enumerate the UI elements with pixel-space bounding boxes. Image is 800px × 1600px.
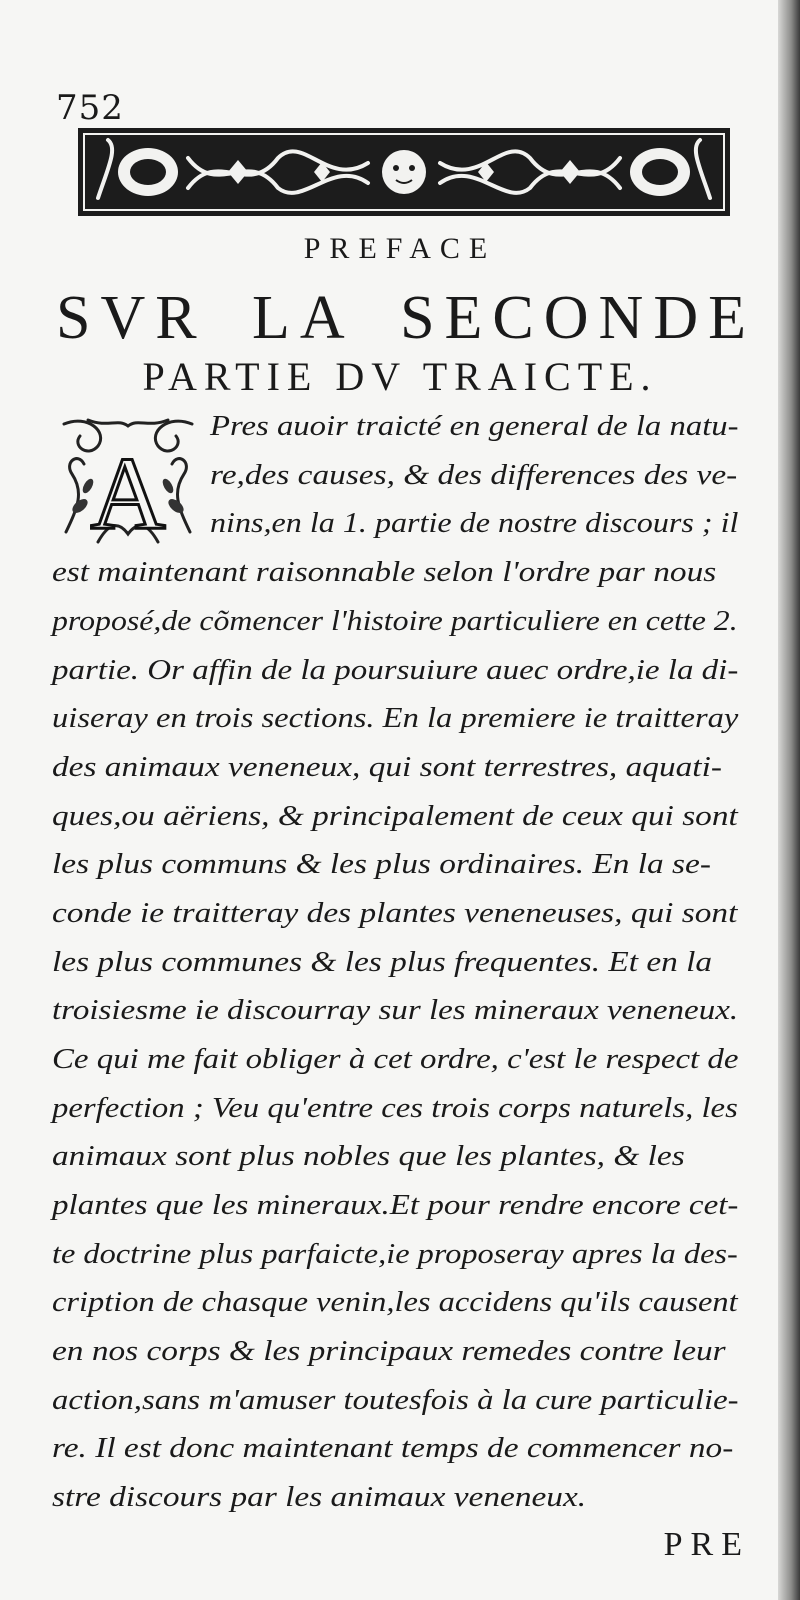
heading-word-1: SVR — [56, 284, 207, 352]
text-line-17: plantes que les mineraux.Et pour rendre encore cet- — [52, 1189, 739, 1221]
text-line-2: re,des causes, & des differences des ve- — [210, 459, 738, 491]
text-line-3: nins,en la 1. partie de nostre discours ; il — [210, 507, 739, 539]
text-line-10: les plus communs & les plus ordinaires. En la se- — [52, 848, 711, 880]
text-line-5: proposé,de cõmencer l'histoire particuliere en cette 2. — [52, 605, 738, 637]
heading-sur-la-seconde — [56, 283, 756, 354]
decorated-initial-a — [58, 412, 198, 546]
text-line-4: est maintenant raisonnable selon l'ordre par nous — [52, 556, 717, 588]
ornamental-headpiece — [78, 128, 730, 216]
text-line-16: animaux sont plus nobles que les plantes, & les — [52, 1140, 685, 1172]
text-line-23: stre discours par les animaux veneneux. — [52, 1481, 587, 1513]
text-line-21: action,sans m'amuser toutesfois à la cure particulie- — [52, 1384, 739, 1416]
page-number: 752 — [56, 88, 124, 128]
text-line-20: en nos corps & les principaux remedes contre leur — [52, 1335, 726, 1367]
heading-word-3: SECONDE — [400, 284, 756, 352]
heading-partie-du-traicte: PARTIE DV TRAICTE. — [142, 354, 658, 399]
text-line-22: re. Il est donc maintenant temps de commencer no- — [52, 1432, 734, 1464]
heading-word-2: LA — [252, 284, 355, 352]
text-line-7: uiseray en trois sections. En la premiere ie traitteray — [52, 702, 739, 734]
catchword: PRE — [663, 1526, 750, 1563]
text-line-6: partie. Or affin de la poursuiure auec ordre,ie la di- — [52, 654, 739, 686]
text-line-18: te doctrine plus parfaicte,ie proposeray apres la des- — [52, 1238, 738, 1270]
text-line-9: ques,ou aëriens, & principalement de ceux qui sont — [52, 800, 738, 832]
text-line-8: des animaux veneneux, qui sont terrestres, aquati- — [52, 751, 722, 783]
text-line-15: perfection ; Veu qu'entre ces trois corps naturels, les — [52, 1092, 738, 1124]
text-line-1: Pres auoir traicté en general de la natu- — [210, 410, 739, 442]
text-line-12: les plus communes & les plus frequentes. Et en la — [52, 946, 713, 978]
text-line-14: Ce qui me fait obliger à cet ordre, c'est le respect de — [52, 1043, 739, 1075]
heading-preface: PREFACE — [303, 232, 497, 265]
text-line-11: conde ie traitteray des plantes veneneuses, qui sont — [52, 897, 738, 929]
text-line-19: cription de chasque venin,les accidens qu'ils causent — [52, 1286, 738, 1318]
initial-letter: A — [90, 436, 166, 546]
text-line-13: troisiesme ie discourray sur les mineraux veneneux. — [52, 994, 739, 1026]
